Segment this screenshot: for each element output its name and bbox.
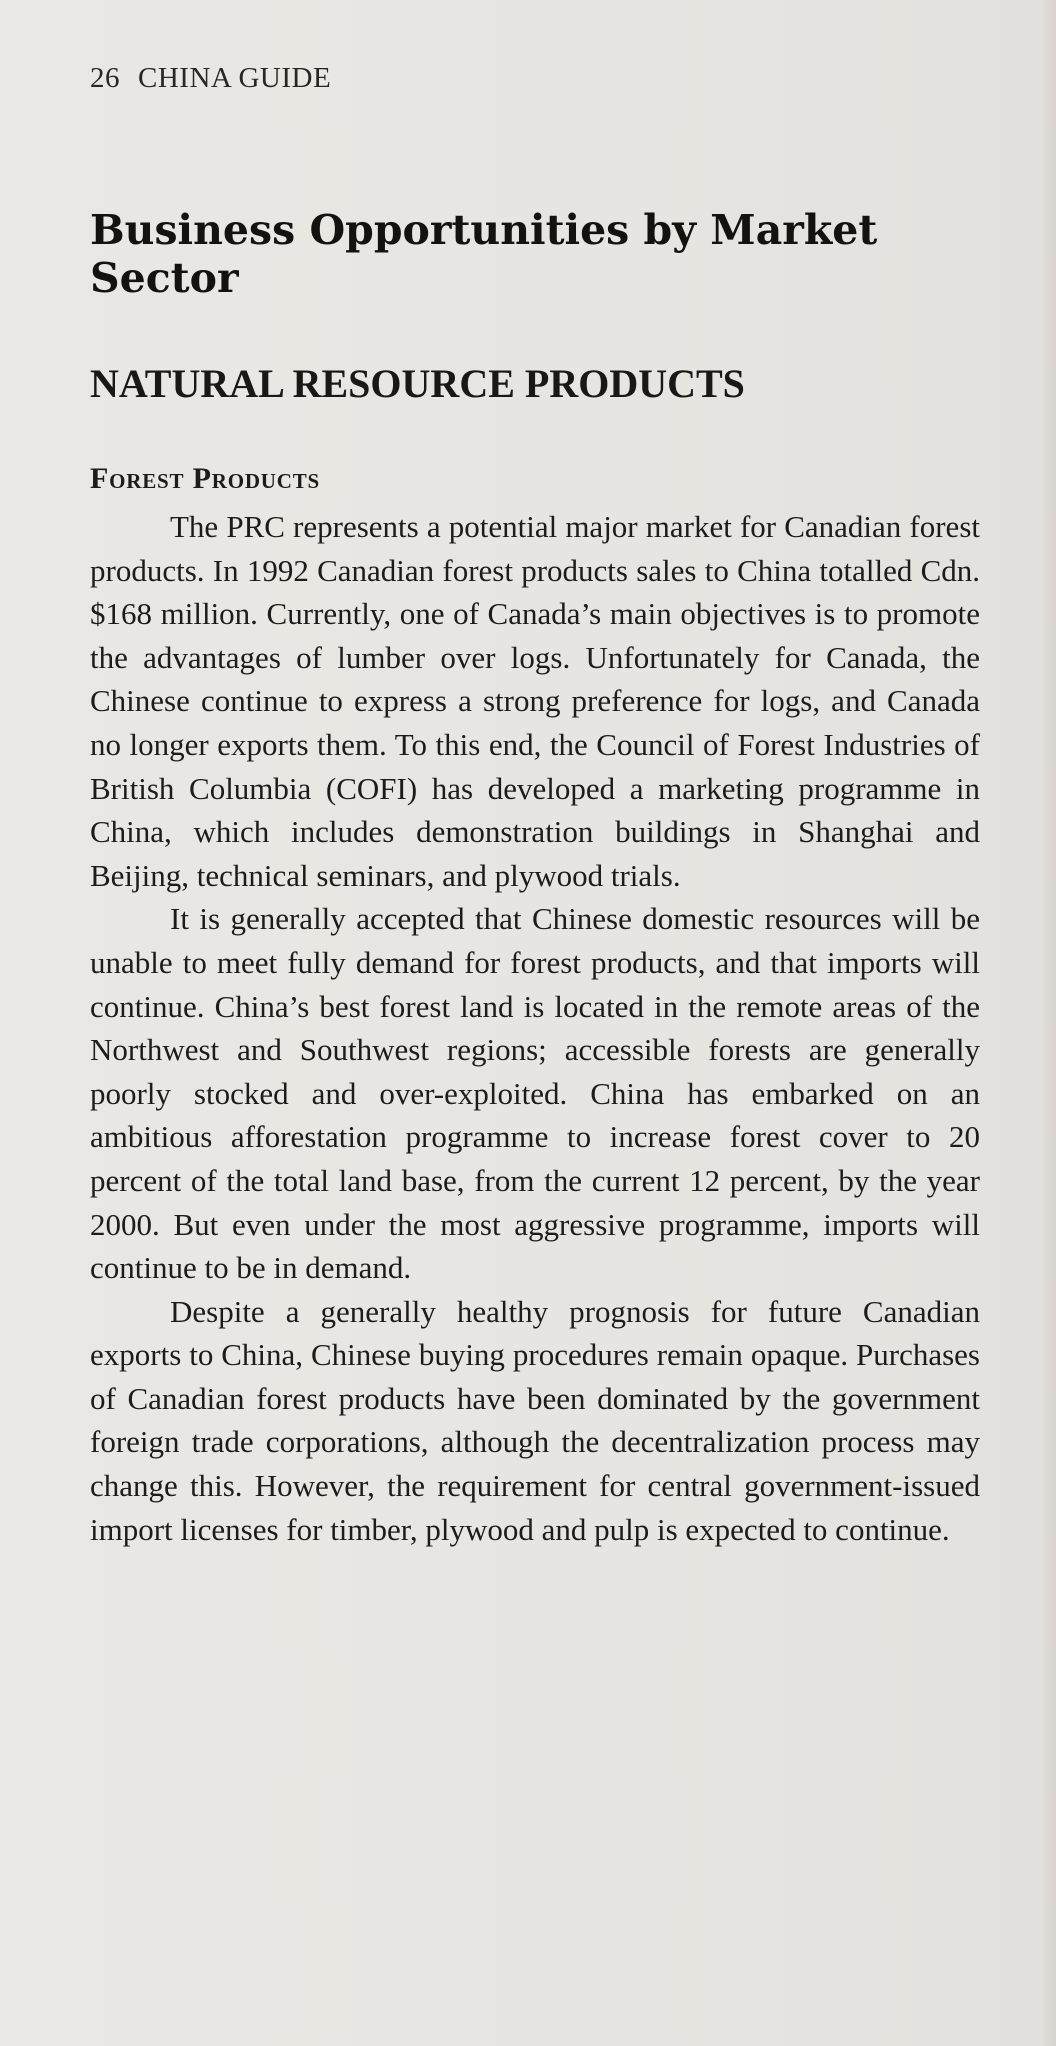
major-heading: NATURAL RESOURCE PRODUCTS [90, 361, 745, 406]
running-head [90, 62, 331, 95]
sub-heading: Forest Products [90, 462, 321, 495]
page-number: 26 [90, 62, 120, 94]
paragraph: Despite a generally healthy prognosis for future Canadian exports to China, Chinese buying procedures remain opaque. Purchases of Canadian forest products have been dominated by the government foreign trade corporations, although the decentralization process may change this. However, the requirement for central government-issued import licenses for timber, plywood and pulp is expected to continue. [90, 1293, 980, 1547]
paragraph: The PRC represents a potential major market for Canadian forest products. In 1992 Canadian forest products sales to China totalled Cdn. $168 million. Currently, one of Canada’s main objectives is to promote the advantages of lumber over logs. Unfortunately for Canada, the Chinese continue to express a strong preference for logs, and Canada no longer exports them. To this end, the Council of Forest Industries of British Columbia (COFI) has developed a marketing programme in China, which includes demonstration buildings in Shanghai and Beijing, technical seminars, and plywood trials. [90, 509, 980, 893]
paragraph: It is generally accepted that Chinese domestic resources will be unable to meet fully demand for forest products, and that imports will continue. China’s best forest land is located in the remote areas of the Northwest and Southwest regions; accessible forests are generally poorly stocked and over-exploited. China has embarked on an ambitious afforestation programme to increase forest cover to 20 percent of the total land base, from the current 12 percent, by the year 2000. But even under the most aggressive programme, imports will continue to be in demand. [90, 901, 980, 1286]
body-text [90, 505, 980, 1551]
book-title: CHINA GUIDE [138, 62, 332, 94]
page-edge [1042, 0, 1056, 2046]
section-title: Business Opportunities by Market Sector [90, 206, 878, 302]
